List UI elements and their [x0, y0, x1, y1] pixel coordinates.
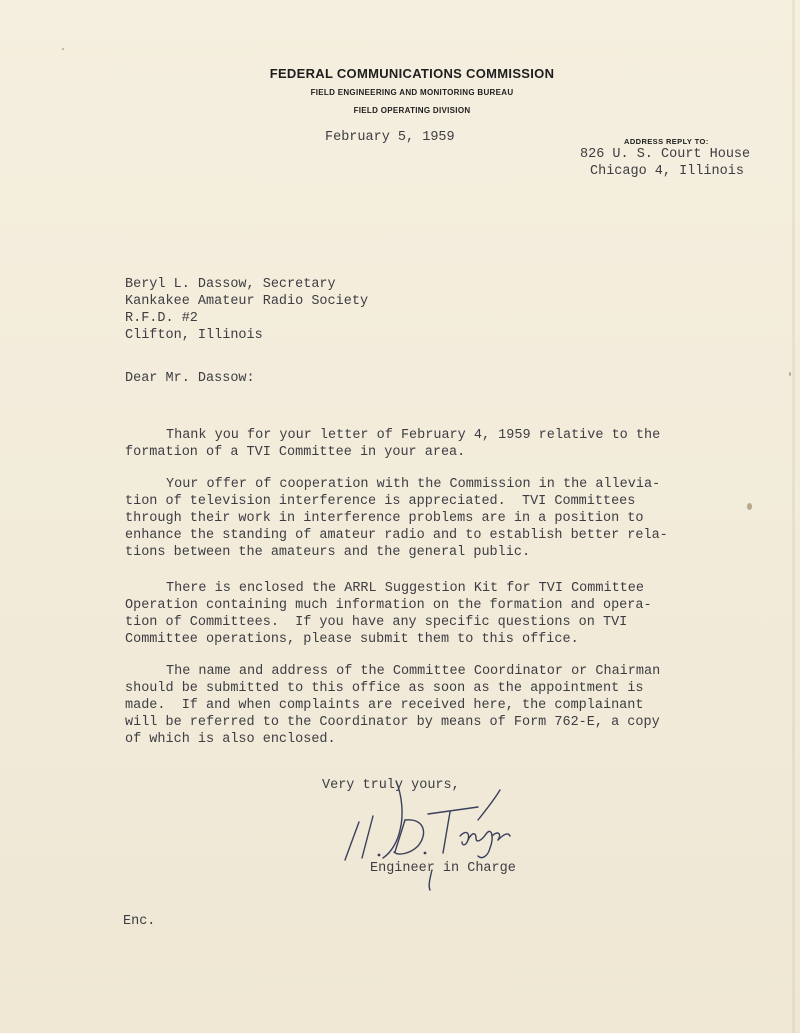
body-line: formation of a TVI Committee in your area.	[125, 445, 466, 460]
body-line: Thank you for your letter of February 4, 1959 relative to the	[166, 428, 661, 443]
body-paragraph	[125, 580, 652, 648]
body-paragraph	[125, 663, 660, 748]
paper-edge-shadow	[792, 0, 795, 1033]
reply-address-line: Chicago 4, Illinois	[590, 164, 744, 179]
paper-blemish	[747, 503, 752, 510]
body-line: The name and address of the Committee Coordinator or Chairman	[166, 664, 661, 679]
body-line: will be referred to the Coordinator by means of Form 762-E, a copy	[125, 715, 660, 730]
body-line: made. If and when complaints are received here, the complainant	[125, 698, 644, 713]
closing: Very truly yours,	[322, 778, 460, 793]
recipient-line: Clifton, Illinois	[125, 328, 263, 343]
reply-address	[580, 146, 750, 180]
recipient-line: R.F.D. #2	[125, 311, 198, 326]
body-line: tions between the amateurs and the general public.	[125, 545, 531, 560]
paper-blemish	[789, 372, 791, 376]
reply-address-line: 826 U. S. Court House	[580, 147, 751, 162]
paper-blemish	[62, 48, 64, 50]
body-line: There is enclosed the ARRL Suggestion Kit for TVI Committee	[166, 581, 644, 596]
letterhead-bureau: FIELD ENGINEERING AND MONITORING BUREAU	[310, 88, 514, 97]
body-paragraph	[125, 427, 660, 461]
body-line: of which is also enclosed.	[125, 732, 336, 747]
reply-address-label: ADDRESS REPLY TO:	[624, 137, 709, 146]
body-line: Your offer of cooperation with the Commission in the allevia-	[166, 477, 661, 492]
recipient-block	[125, 276, 368, 344]
recipient-line: Beryl L. Dassow, Secretary	[125, 277, 336, 292]
salutation: Dear Mr. Dassow:	[125, 371, 255, 386]
enclosure-note: Enc.	[123, 914, 156, 929]
signer-title: Engineer in Charge	[370, 861, 516, 876]
body-line: Committee operations, please submit them to this office.	[125, 632, 579, 647]
body-line: through their work in interference problems are in a position to	[125, 511, 644, 526]
body-line: should be submitted to this office as soon as the appointment is	[125, 681, 644, 696]
body-line: tion of Committees. If you have any specific questions on TVI	[125, 615, 628, 630]
letterhead-agency: FEDERAL COMMUNICATIONS COMMISSION	[269, 66, 555, 81]
letter-date: February 5, 1959	[325, 130, 455, 145]
body-line: Operation containing much information on the formation and opera-	[125, 598, 652, 613]
body-line: tion of television interference is appreciated. TVI Committees	[125, 494, 636, 509]
recipient-line: Kankakee Amateur Radio Society	[125, 294, 369, 309]
body-line: enhance the standing of amateur radio and to establish better rela-	[125, 528, 668, 543]
letterhead-division: FIELD OPERATING DIVISION	[353, 106, 471, 115]
body-paragraph	[125, 476, 668, 561]
